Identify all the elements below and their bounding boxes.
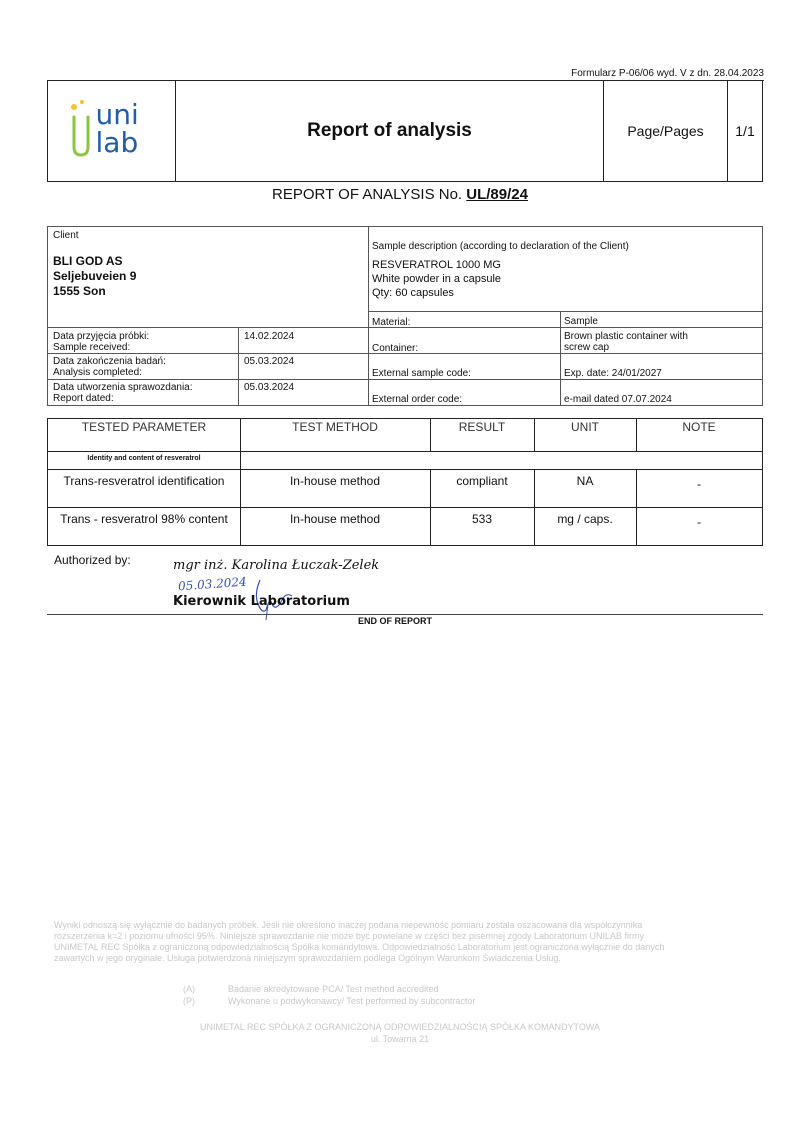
signer-stamp: mgr inż. Karolina Łuczak-Zelek xyxy=(173,558,380,573)
received-value: 14.02.2024 xyxy=(244,331,295,342)
page-value: 1/1 xyxy=(735,123,755,139)
material-value: Sample xyxy=(564,316,598,327)
test-tube-icon xyxy=(68,99,94,161)
client-info-table xyxy=(47,226,763,406)
client-name: BLI GOD AS xyxy=(53,254,123,268)
completed-label-en: Analysis completed: xyxy=(53,367,142,378)
dated-value: 05.03.2024 xyxy=(244,382,295,393)
completed-value: 05.03.2024 xyxy=(244,356,295,367)
row1-method: In-house method xyxy=(289,474,381,488)
footer-line-3: UNIMETAL REC Spółka z ograniczoną odpowiedzialnością Spółka komandytowa. Odpowiedzialność Laboratorium jest ograniczona wyłącznie do danych xyxy=(54,942,665,952)
received-label-en: Sample received: xyxy=(53,342,131,353)
unilab-logo xyxy=(68,99,156,163)
form-reference: Formularz P-06/06 wyd. V z dn. 28.04.2023 xyxy=(571,68,764,79)
row2-method: In-house method xyxy=(289,512,381,526)
container-value-line2: screw cap xyxy=(564,342,610,353)
row-divider xyxy=(48,507,762,508)
end-of-report: END OF REPORT xyxy=(357,616,432,626)
footer-company: UNIMETAL REC SPÓŁKA Z OGRANICZONĄ ODPOWIEDZIALNOŚCIĄ SPÓŁKA KOMANDYTOWA xyxy=(199,1022,601,1032)
row1-note: - xyxy=(697,477,701,491)
authorized-by-label: Authorized by: xyxy=(54,553,131,567)
dated-label-en: Report dated: xyxy=(53,393,114,404)
row2-result: 533 xyxy=(471,512,493,526)
logo-text-bottom: lab xyxy=(95,126,139,159)
footer-street: ul. Towarna 21 xyxy=(370,1034,430,1044)
report-number-prefix: REPORT OF ANALYSIS No. xyxy=(272,186,463,203)
footer-disclaimer xyxy=(54,920,754,964)
external-sample-label: External sample code: xyxy=(372,368,471,379)
client-label: Client xyxy=(53,230,79,241)
th-method: TEST METHOD xyxy=(292,420,378,434)
sample-qty: Qty: 60 capsules xyxy=(372,287,454,299)
divider-dated xyxy=(48,379,762,380)
divider-material xyxy=(368,311,762,312)
footer-line-2: rozszerzenia k=2 i poziomu ufności 95%. Niniejsze sprawozdanie nie może być powielane w części bez pisemnej zgody Laboratorium UNILAB firmy xyxy=(54,931,645,941)
th-parameter: TESTED PARAMETER xyxy=(81,420,207,434)
footer-line-1: Wyniki odnoszą się wyłącznie do badanych próbek. Jeśli nie określono inaczej podana niepewność pomiaru została oszacowana dla współczynnika xyxy=(54,920,643,930)
header-divider xyxy=(48,451,762,452)
row2-unit: mg / caps. xyxy=(557,512,613,526)
completed-label-pl: Data zakończenia badań: xyxy=(53,356,166,367)
received-label-pl: Data przyjęcia próbki: xyxy=(53,331,150,342)
details-divider-vertical xyxy=(560,311,561,405)
row2-note: - xyxy=(697,515,701,529)
row1-unit: NA xyxy=(576,474,594,488)
report-header xyxy=(47,80,763,182)
legend-p-code: (P) xyxy=(183,996,195,1006)
client-street: Seljebuveien 9 xyxy=(53,269,137,283)
external-sample-value: Exp. date: 24/01/2027 xyxy=(564,368,662,379)
row2-parameter: Trans - resveratrol 98% content xyxy=(60,512,228,526)
legend-a-code: (A) xyxy=(183,984,195,994)
th-note: NOTE xyxy=(682,420,716,434)
row1-parameter: Trans-resveratrol identification xyxy=(63,474,225,488)
section-divider xyxy=(48,469,762,470)
th-result: RESULT xyxy=(458,420,506,434)
end-of-report-rule xyxy=(47,614,763,615)
container-value-line1: Brown plastic container with xyxy=(564,331,688,342)
logo-cell xyxy=(48,81,176,181)
row1-result: compliant xyxy=(456,474,508,488)
sample-description-label: Sample description (according to declaration of the Client) xyxy=(372,241,629,252)
report-title: Report of analysis xyxy=(176,81,604,181)
dated-label-pl: Data utworzenia sprawozdania: xyxy=(53,382,193,393)
footer-line-4: zawartych w jego oryginale. Usługa potwierdzona niniejszym sprawozdaniem podlega Ogólnym Warunkom Świadczenia Usług. xyxy=(54,953,561,963)
th-unit: UNIT xyxy=(571,420,599,434)
results-table xyxy=(47,418,763,546)
signature-date: 05.03.2024 xyxy=(177,574,248,594)
sample-form: White powder in a capsule xyxy=(372,273,502,285)
legend-p-text: Wykonane u podwykonawcy/ Test performed by subcontractor xyxy=(228,996,476,1006)
client-city: 1555 Son xyxy=(53,284,106,298)
material-label: Material: xyxy=(372,317,411,328)
sample-product: RESVERATROL 1000 MG xyxy=(372,259,501,271)
external-order-value: e-mail dated 07.07.2024 xyxy=(564,394,672,405)
container-label: Container: xyxy=(372,343,419,354)
report-number xyxy=(0,186,800,203)
external-order-label: External order code: xyxy=(372,394,463,405)
report-number-value: UL/89/24 xyxy=(466,186,528,203)
page-label: Page/Pages xyxy=(604,81,728,181)
dates-divider-vertical xyxy=(238,327,239,405)
legend-a-text: Badanie akredytowane PCA/ Test method accredited xyxy=(228,984,439,994)
logo-text-top: uni xyxy=(95,98,139,131)
section-label: Identity and content of resveratrol xyxy=(87,455,201,462)
signer-position: Kierownik Laboratorium xyxy=(173,594,350,609)
